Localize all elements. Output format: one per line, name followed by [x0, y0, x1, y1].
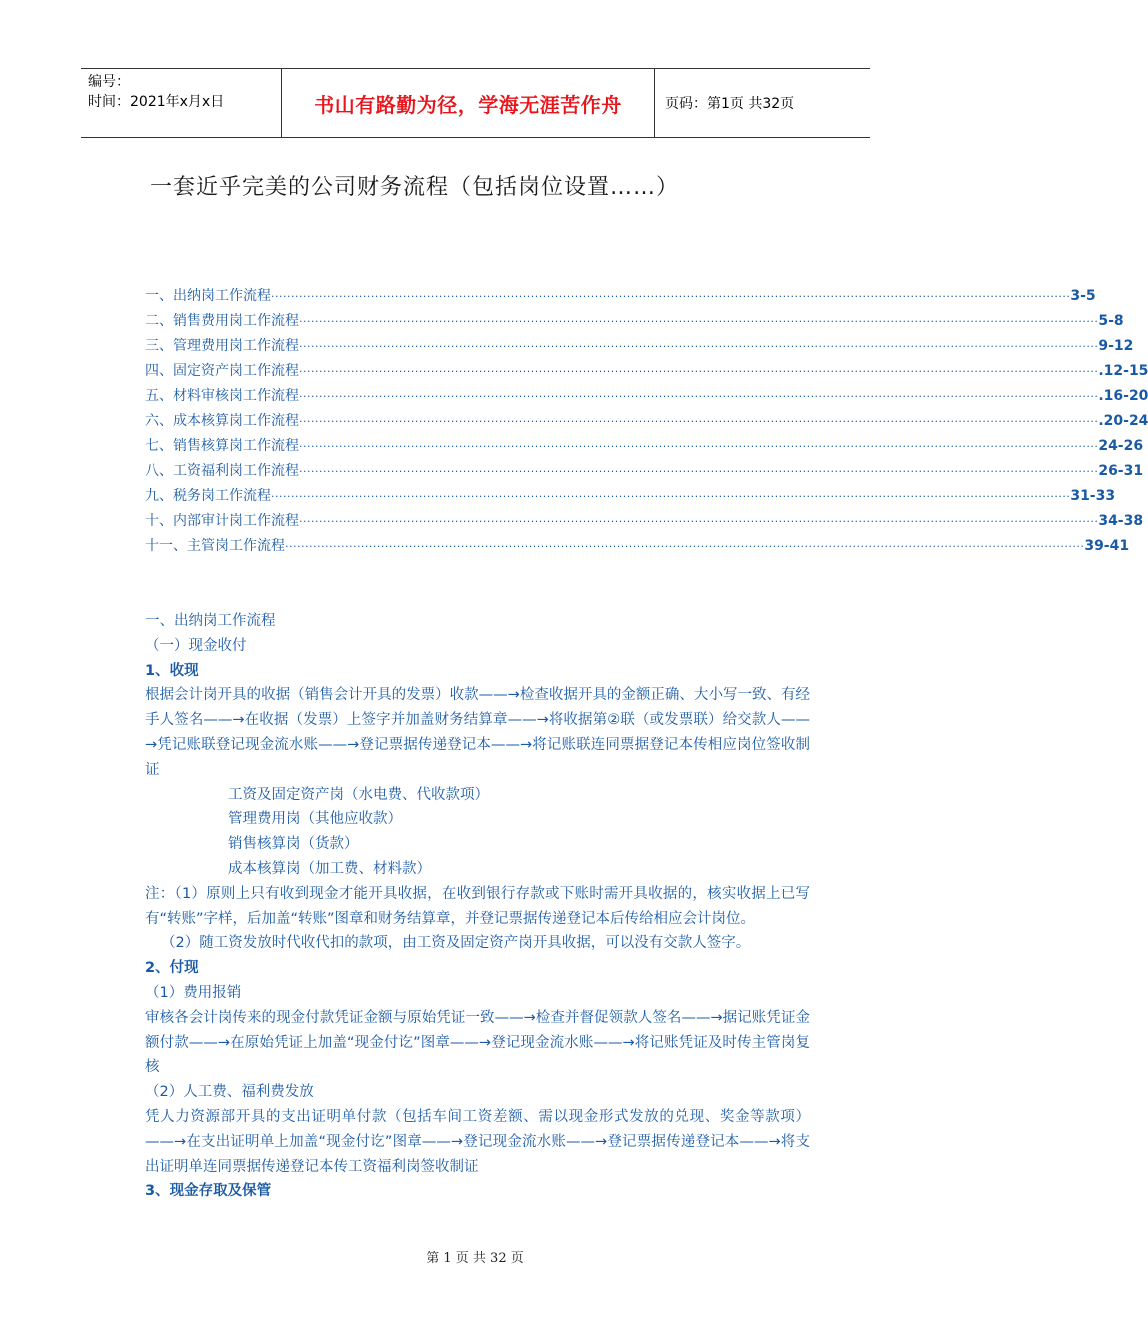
toc-entry[interactable]: [145, 285, 1096, 310]
toc-leader-dots: ········································································································································································································: [299, 365, 1099, 378]
paragraph: 凭人力资源部开具的支出证明单付款（包括车间工资差额、需以现金形式发放的兑现、奖金等款项）——→在支出证明单上加盖“现金付讫”图章——→登记现金流水账——→登记票据传递登记本——→将支出证明单连同票据传递登记本传工资福利岗签收制证: [145, 1108, 810, 1175]
indented-item: 成本核算岗（加工费、材料款）: [228, 860, 431, 877]
toc-leader-dots: ········································································································································································································: [299, 415, 1099, 428]
indented-item: 管理费用岗（其他应收款）: [228, 811, 402, 828]
toc-leader-dots: ········································································································································································································: [299, 315, 1099, 328]
toc-entry-pages: 39-41: [1084, 538, 1130, 554]
toc-entry-label: 十、内部审计岗工作流程: [145, 513, 299, 529]
toc-entry-pages: 24-26: [1098, 438, 1144, 454]
item-heading: 3、现金存取及保管: [145, 1183, 272, 1200]
paragraph: 根据会计岗开具的收据（销售会计开具的发票）收款——→检查收据开具的金额正确、大小写一致、有经手人签名——→在收据（发票）上签字并加盖财务结算章——→将收据第②联（或发票联）给交款人——→凭记账联登记现金流水账——→登记票据传递登记本——→将记账联连同票据登记本传相应岗位签收制证: [145, 687, 810, 778]
toc-leader-dots: ········································································································································································································: [299, 465, 1099, 478]
toc-entry-label: 三、管理费用岗工作流程: [145, 338, 299, 354]
toc-leader-dots: ········································································································································································································: [299, 390, 1099, 403]
subsection-heading: （一）现金收付: [145, 637, 247, 654]
toc-entry[interactable]: [145, 310, 1124, 335]
subsection-heading: （2）人工费、福利费发放: [145, 1084, 314, 1101]
document-number-label: 编号：: [88, 74, 130, 90]
toc-entry-pages: .20-24: [1098, 413, 1148, 429]
toc-leader-dots: ········································································································································································································: [299, 340, 1099, 353]
toc-entry-label: 九、税务岗工作流程: [145, 488, 271, 504]
note-paragraph: （2）随工资发放时代收代扣的款项，由工资及固定资产岗开具收据，可以没有交款人签字。: [161, 935, 751, 952]
toc-entry[interactable]: [145, 535, 1130, 560]
toc-entry[interactable]: [145, 385, 1148, 410]
toc-leader-dots: ········································································································································································································: [299, 440, 1099, 453]
toc-entry-label: 二、销售费用岗工作流程: [145, 313, 299, 329]
note-paragraph: 注：（1）原则上只有收到现金才能开具收据，在收到银行存款或下账时需开具收据的，核实收据上已写有“转账”字样，后加盖“转账”图章和财务结算章，并登记票据传递登记本后传给相应会计岗位。: [145, 885, 810, 927]
toc-entry[interactable]: [145, 460, 1144, 485]
indented-item: 销售核算岗（货款）: [228, 836, 359, 853]
toc-entry-label: 十一、主管岗工作流程: [145, 538, 285, 554]
toc-entry-pages: 5-8: [1098, 313, 1124, 329]
toc-entry-pages: 26-31: [1098, 463, 1144, 479]
section-heading: 一、出纳岗工作流程: [145, 613, 276, 629]
toc-entry[interactable]: [145, 360, 1148, 385]
toc-entry-label: 一、出纳岗工作流程: [145, 288, 271, 304]
toc-entry-label: 七、销售核算岗工作流程: [145, 438, 299, 454]
toc-leader-dots: ········································································································································································································: [271, 290, 1071, 303]
header-page-info: 页码：第1页 共32页: [665, 96, 795, 112]
header-meta-cell: [81, 69, 282, 137]
toc-entry-pages: .12-15: [1098, 363, 1148, 379]
page-footer: 第 1 页 共 32 页: [426, 1251, 524, 1266]
toc-entry[interactable]: [145, 435, 1144, 460]
toc-entry-pages: 31-33: [1070, 488, 1116, 504]
toc-entry-label: 五、材料审核岗工作流程: [145, 388, 299, 404]
toc-entry[interactable]: [145, 335, 1134, 360]
toc-leader-dots: ········································································································································································································: [271, 490, 1071, 503]
toc-entry-label: 八、工资福利岗工作流程: [145, 463, 299, 479]
toc-entry-label: 四、固定资产岗工作流程: [145, 363, 299, 379]
header-motto: 书山有路勤为径，学海无涯苦作舟: [282, 69, 655, 137]
toc-entry-pages: 3-5: [1070, 288, 1096, 304]
toc-entry-pages: 34-38: [1098, 513, 1144, 529]
item-heading: 2、付现: [145, 960, 199, 977]
table-of-contents: [145, 285, 1148, 560]
toc-entry[interactable]: [145, 510, 1144, 535]
toc-entry-label: 六、成本核算岗工作流程: [145, 413, 299, 429]
paragraph: 审核各会计岗传来的现金付款凭证金额与原始凭证一致——→检查并督促领款人签名——→据记账凭证金额付款——→在原始凭证上加盖“现金付讫”图章——→登记现金流水账——→将记账凭证及时传主管岗复核: [145, 1009, 810, 1076]
header-table: [81, 68, 870, 138]
document-body: [145, 609, 810, 1204]
toc-entry-pages: 9-12: [1098, 338, 1134, 354]
document-date-label: 时间：2021年x月x日: [88, 94, 225, 110]
subsection-heading: （1）费用报销: [145, 984, 242, 1001]
indented-item: 工资及固定资产岗（水电费、代收款项）: [228, 786, 489, 803]
document-title: 一套近乎完美的公司财务流程（包括岗位设置……）: [150, 175, 680, 200]
toc-entry[interactable]: [145, 410, 1148, 435]
item-heading: 1、收现: [145, 662, 199, 679]
toc-entry-pages: .16-20: [1098, 388, 1148, 404]
toc-leader-dots: ········································································································································································································: [299, 515, 1099, 528]
toc-entry[interactable]: [145, 485, 1116, 510]
toc-leader-dots: ········································································································································································································: [285, 540, 1085, 553]
